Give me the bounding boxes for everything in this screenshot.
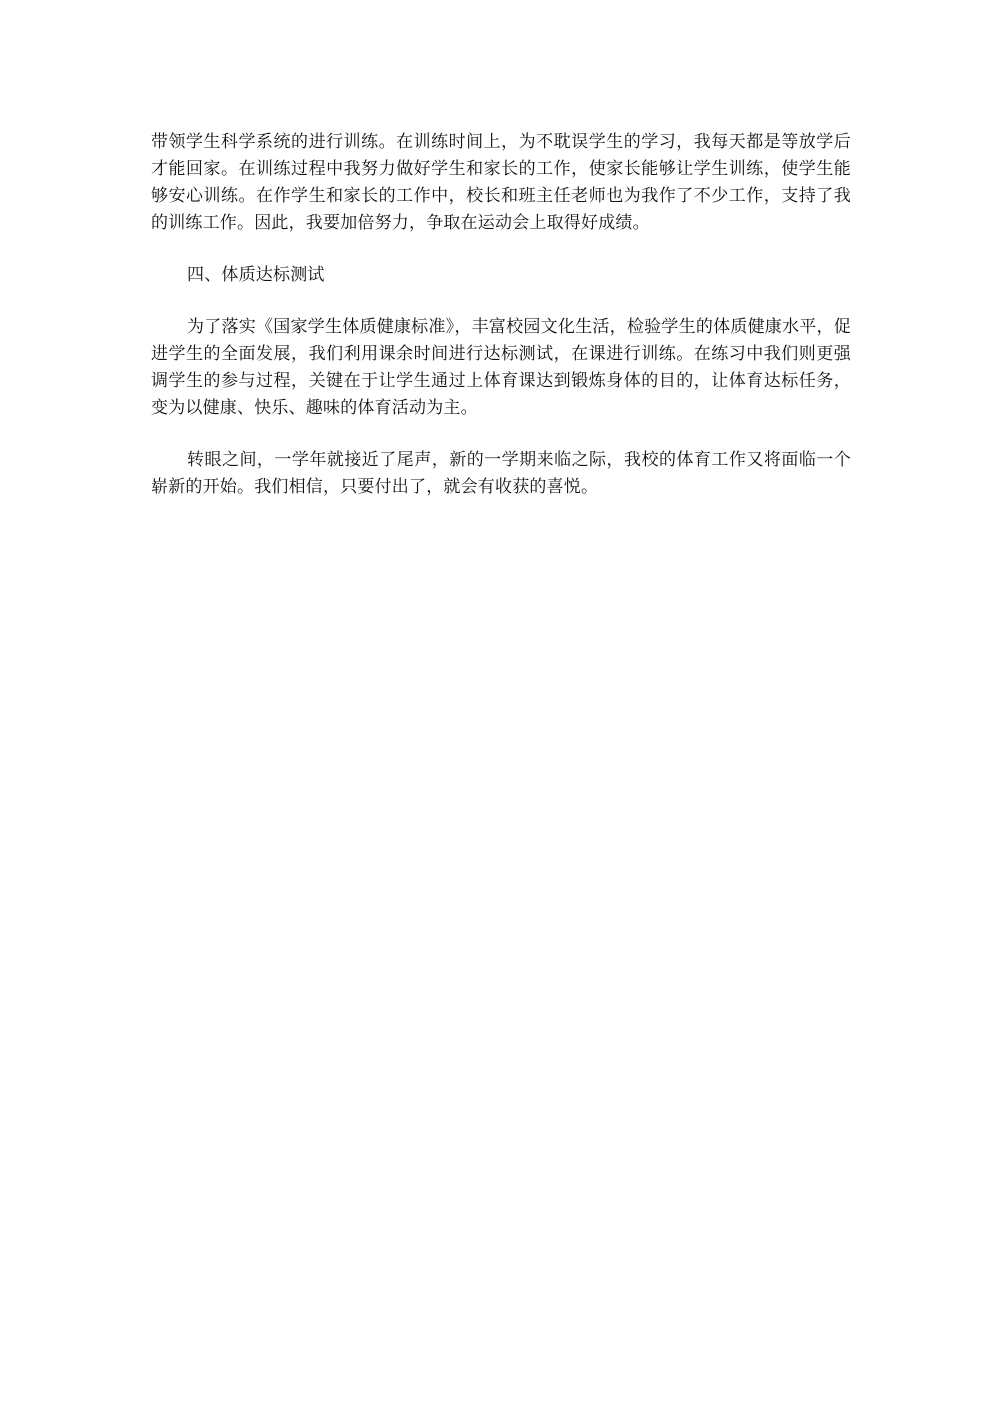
paragraph-conclusion: 转眼之间，一学年就接近了尾声，新的一学期来临之际，我校的体育工作又将面临一个崭新的开始。我们相信，只要付出了，就会有收获的喜悦。: [151, 450, 851, 497]
paragraph-fitness-standard: 为了落实《国家学生体质健康标准》，丰富校园文化生活，检验学生的体质健康水平，促进学生的全面发展，我们利用课余时间进行达标测试，在课进行训练。在练习中我们则更强调学生的参与过程，关键在于让学生通过上体育课达到锻炼身体的目的，让体育达标任务，变为以健康、快乐、趣味的体育活动为主。: [151, 317, 851, 418]
section-heading-fitness-test: 四、体质达标测试: [187, 265, 325, 285]
document-body: [151, 129, 851, 501]
paragraph-training: 带领学生科学系统的进行训练。在训练时间上，为不耽误学生的学习，我每天都是等放学后才能回家。在训练过程中我努力做好学生和家长的工作，使家长能够让学生训练，使学生能够安心训练。在作学生和家长的工作中，校长和班主任老师也为我作了不少工作，支持了我的训练工作。因此，我要加倍努力，争取在运动会上取得好成绩。: [151, 132, 851, 233]
